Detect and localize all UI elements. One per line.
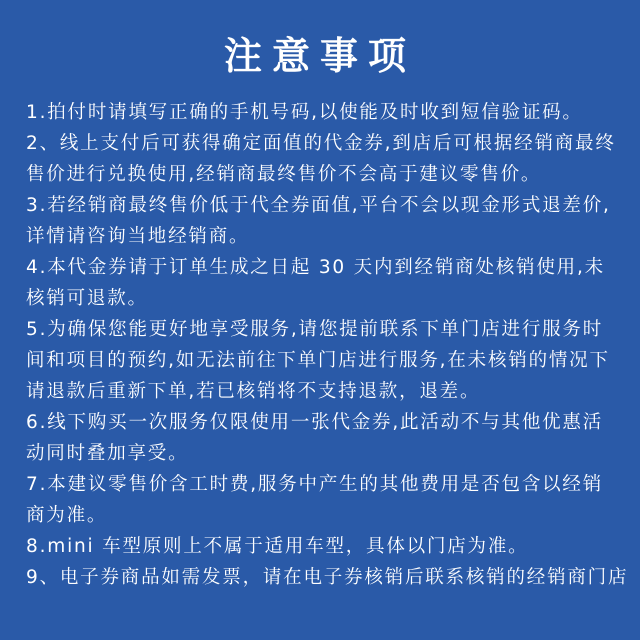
note-line: 2、线上支付后可获得确定面值的代金券,到店后可根据经销商最终	[26, 133, 616, 154]
note-line: 核销可退款。	[26, 288, 148, 309]
note-line: 动同时叠加享受。	[26, 443, 189, 464]
note-line: 7.本建议零售价含工时费,服务中产生的其他费用是否包含以经销	[26, 474, 604, 495]
note-line: 详情请咨询当地经销商。	[26, 226, 250, 247]
note-line: 4.本代金券请于订单生成之日起 30 天内到经销商处核销使用,未	[26, 257, 605, 278]
note-line: 售价进行兑换使用,经销商最终售价不会高于建议零售价。	[26, 164, 542, 185]
note-line: 3.若经销商最终售价低于代全券面值,平台不会以现金形式退差价,	[26, 195, 611, 216]
note-line: 6.线下购买一次服务仅限使用一张代金券,此活动不与其他优惠活	[26, 412, 604, 433]
note-line: 商为准。	[26, 505, 108, 526]
note-line: 1.拍付时请填写正确的手机号码,以使能及时收到短信验证码。	[26, 102, 583, 123]
note-line: 9、电子券商品如需发票，请在电子券核销后联系核销的经销商门店	[26, 567, 629, 588]
note-line: 间和项目的预约,如无法前往下单门店进行服务,在未核销的情况下	[26, 350, 610, 371]
note-line: 5.为确保您能更好地享受服务,请您提前联系下单门店进行服务时	[26, 319, 604, 340]
note-line: 请退款后重新下单,若已核销将不支持退款，退差。	[26, 381, 481, 402]
notes-list	[26, 97, 629, 593]
note-line: 8.mini 车型原则上不属于适用车型，具体以门店为准。	[26, 536, 529, 557]
page-title: 注意事项	[223, 34, 416, 78]
